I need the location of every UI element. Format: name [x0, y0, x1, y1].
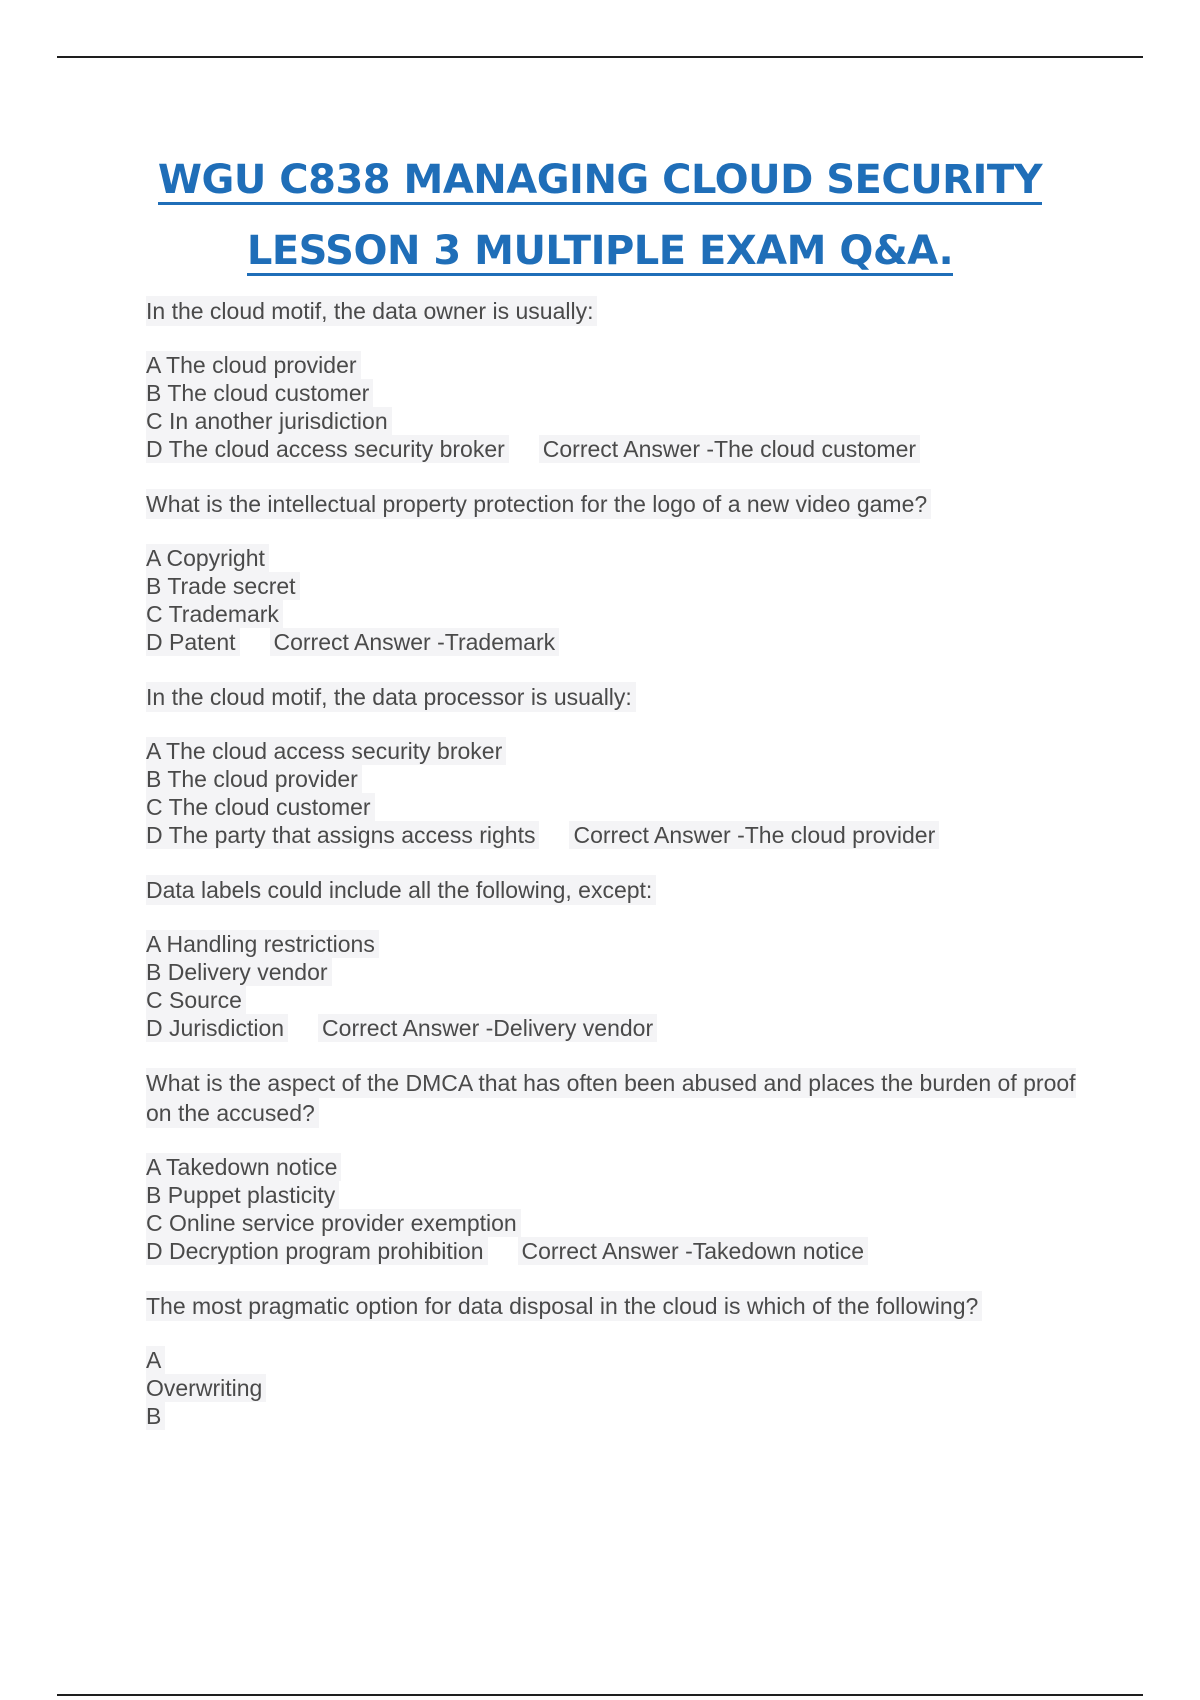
question-text: What is the aspect of the DMCA that has often been abused and places the burden of proof on the accused?	[146, 1070, 1076, 1126]
question-block	[146, 298, 1076, 463]
question-block	[146, 1070, 1076, 1265]
option: A The cloud access security broker	[146, 737, 1076, 765]
title-line-2: LESSON 3 MULTIPLE EXAM Q&A.	[246, 228, 954, 274]
correct-answer: Correct Answer -Delivery vendor	[318, 1014, 657, 1042]
question-text: What is the intellectual property protection for the logo of a new video game?	[146, 489, 931, 519]
option: C Online service provider exemption	[146, 1209, 1076, 1237]
option: C Source	[146, 986, 1076, 1014]
correct-answer: Correct Answer -Trademark	[270, 628, 560, 656]
question-block	[146, 491, 1076, 656]
correct-answer: Correct Answer -The cloud customer	[539, 435, 920, 463]
option: B Delivery vendor	[146, 958, 1076, 986]
option: D The cloud access security broker Correct Answer -The cloud customer	[146, 435, 1076, 463]
question-text: The most pragmatic option for data disposal in the cloud is which of the following?	[146, 1291, 982, 1321]
option: B	[146, 1402, 1076, 1430]
option: C In another jurisdiction	[146, 407, 1076, 435]
qa-content	[146, 298, 1076, 1430]
option: Overwriting	[146, 1374, 1076, 1402]
question-text: In the cloud motif, the data owner is usually:	[146, 296, 597, 326]
option: B Trade secret	[146, 572, 1076, 600]
header-rule	[57, 56, 1143, 58]
question-block	[146, 684, 1076, 849]
option: A Copyright	[146, 544, 1076, 572]
option: C The cloud customer	[146, 793, 1076, 821]
option: D Jurisdiction Correct Answer -Delivery vendor	[146, 1014, 1076, 1042]
option: D Decryption program prohibition Correct Answer -Takedown notice	[146, 1237, 1076, 1265]
question-block	[146, 1293, 1076, 1430]
footer-rule	[57, 1694, 1143, 1696]
option: A Handling restrictions	[146, 930, 1076, 958]
option: D Patent Correct Answer -Trademark	[146, 628, 1076, 656]
option: C Trademark	[146, 600, 1076, 628]
option: A	[146, 1346, 1076, 1374]
question-text: In the cloud motif, the data processor is usually:	[146, 682, 636, 712]
question-block	[146, 877, 1076, 1042]
question-text: Data labels could include all the following, except:	[146, 875, 656, 905]
document-title	[0, 146, 1200, 288]
option: B The cloud provider	[146, 765, 1076, 793]
correct-answer: Correct Answer -Takedown notice	[518, 1237, 869, 1265]
correct-answer: Correct Answer -The cloud provider	[569, 821, 939, 849]
option: A The cloud provider	[146, 351, 1076, 379]
option: A Takedown notice	[146, 1153, 1076, 1181]
title-line-1: WGU C838 MANAGING CLOUD SECURITY	[157, 157, 1043, 203]
option: D The party that assigns access rights Correct Answer -The cloud provider	[146, 821, 1076, 849]
option: B Puppet plasticity	[146, 1181, 1076, 1209]
option: B The cloud customer	[146, 379, 1076, 407]
